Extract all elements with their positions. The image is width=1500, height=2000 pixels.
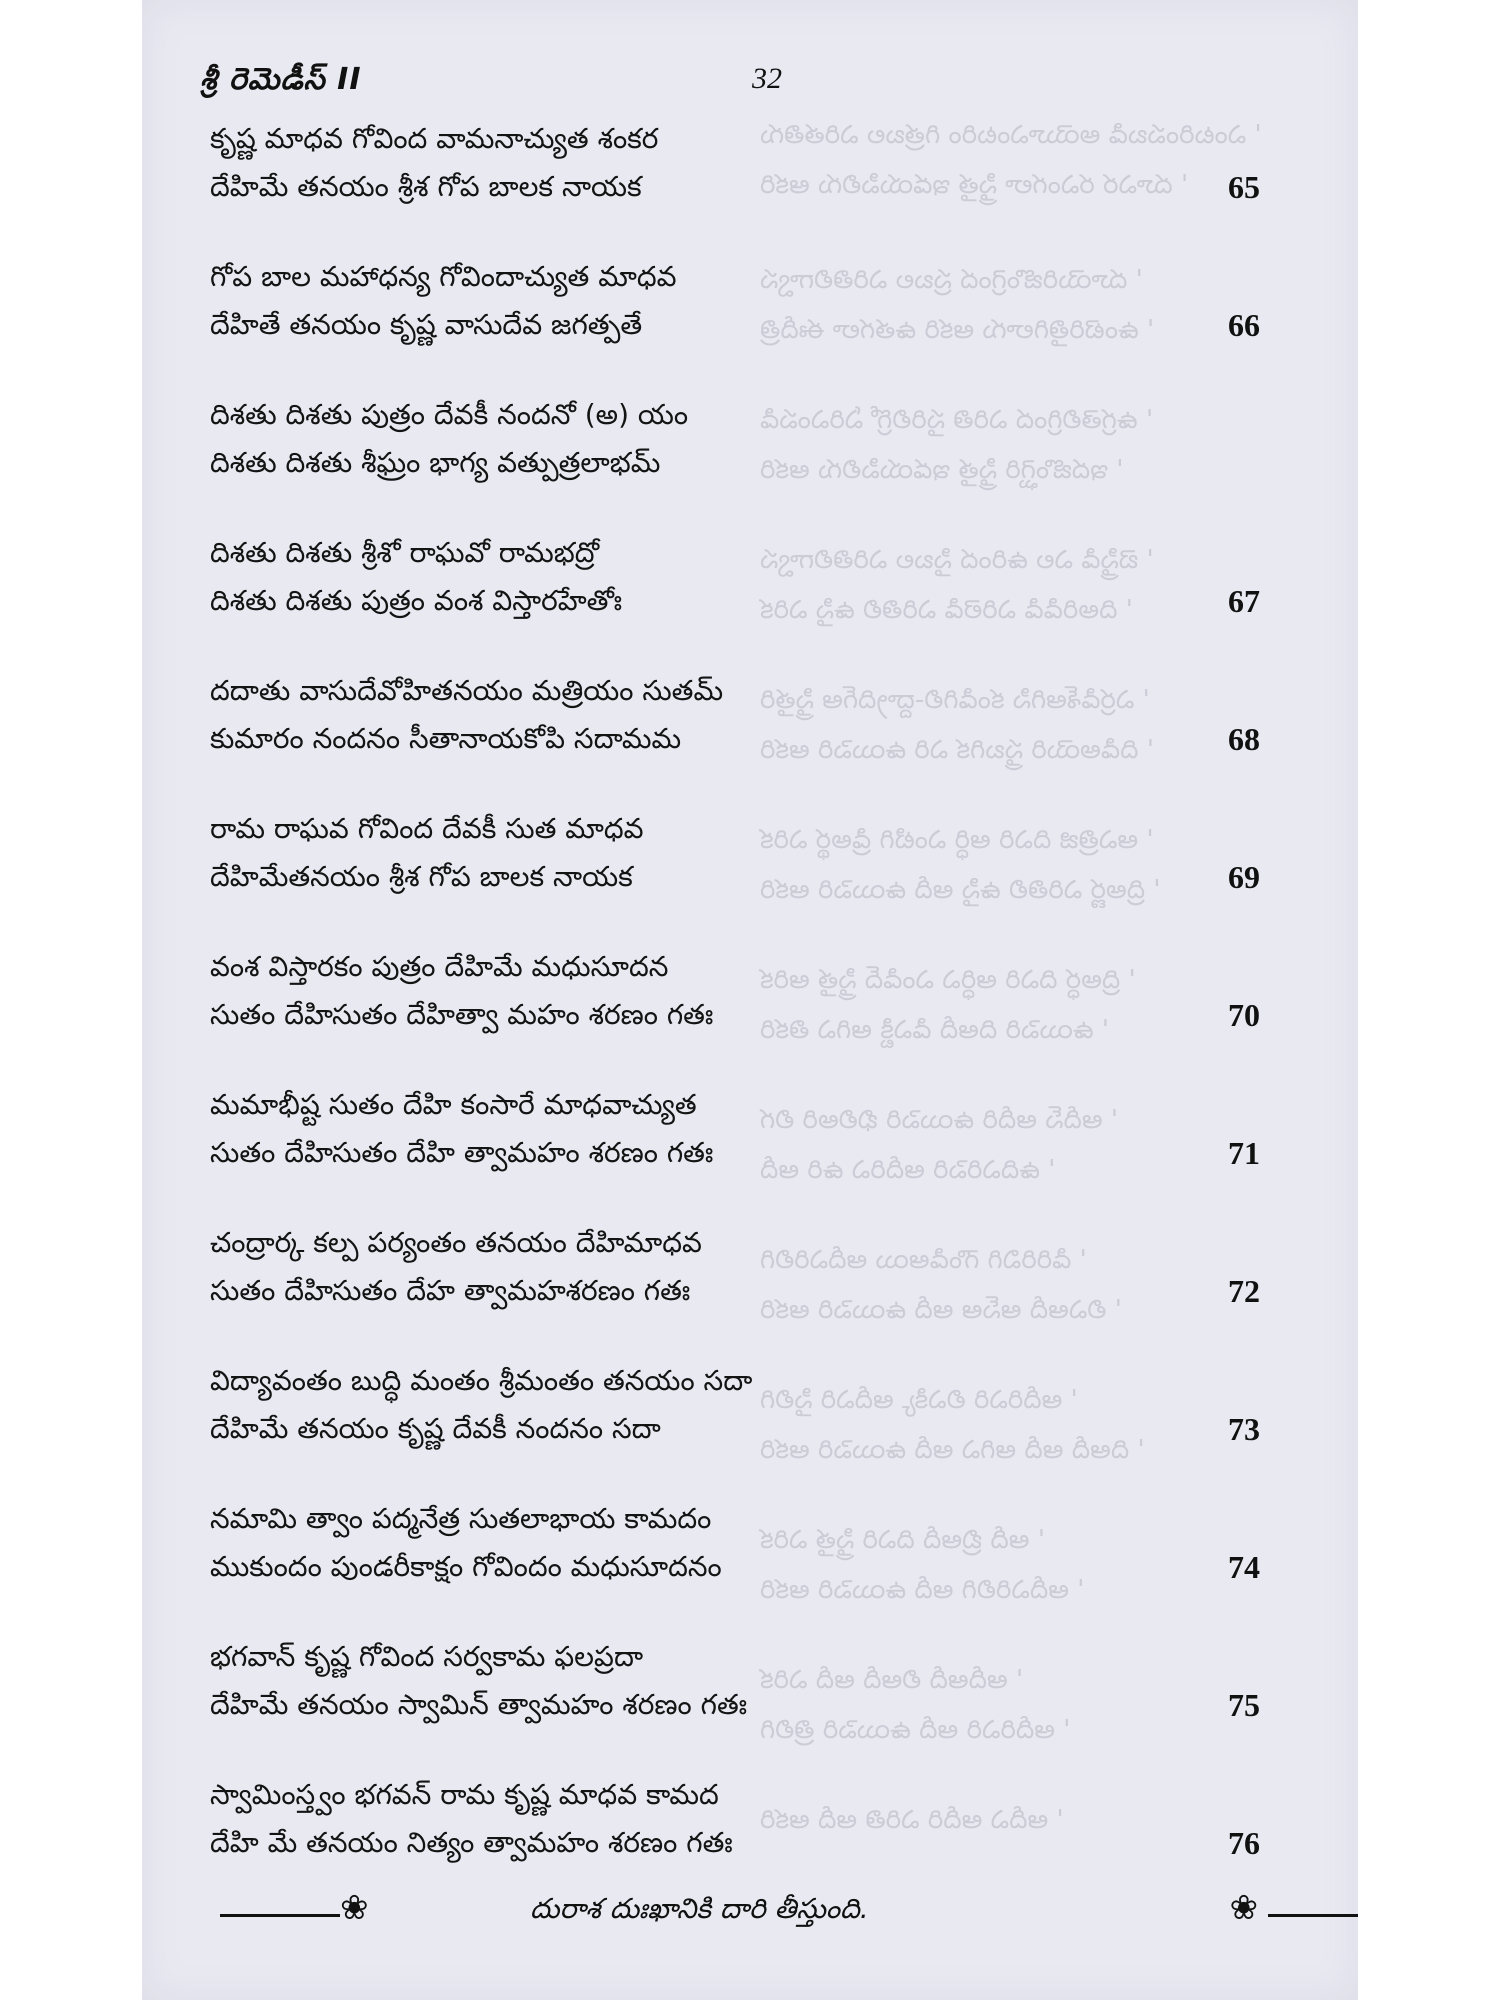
verse-line-2: దేహిమే తనయం స్వామిన్ త్వామహం శరణం గతః xyxy=(210,1688,748,1721)
verse-line-1: రామ రాఘవ గోవింద దేవకీ సుత మాధవ xyxy=(210,812,644,845)
verse-block xyxy=(210,248,1260,386)
page-header xyxy=(200,58,1300,108)
verse-line-1: మమాభీష్ట సుతం దేహి కంసారే మాధవాచ్యుత xyxy=(210,1088,697,1121)
show-through-line: ꞌ ఎర్రడిశ్ఆగిసి కండిగిలి-ద్ద్రాదిగ్ఆ స్త్రిత్తరి xyxy=(760,685,1150,715)
verse-line-1: దిశతు దిశతు శ్రీశో రాఘవో రామభద్రో xyxy=(210,536,600,569)
verse-line-1: కృష్ణ మాధవ గోవింద వామనాచ్యుత శంకర xyxy=(210,122,659,155)
verse-block xyxy=(210,1076,1260,1214)
verse-number: 66 xyxy=(1228,307,1260,343)
verse-line-2: దేహిమేతనయం శ్రీశ గోప బాలక నాయక xyxy=(210,860,633,893)
page-number: 32 xyxy=(752,62,782,95)
verse-number: 73 xyxy=(1228,1411,1260,1447)
verse-line-1: దిశతు దిశతు పుత్రం దేవకీ నందనో (అ) యం xyxy=(210,398,689,431)
verse-number: 69 xyxy=(1228,859,1260,895)
verse-block xyxy=(210,938,1260,1076)
verse-number xyxy=(1180,442,1260,484)
verse-number: 65 xyxy=(1228,169,1260,205)
show-through-line: ꞌ ఎంటరింపబడి అయెూఎంటరిం గిత్రబల ఎరితతిగు xyxy=(760,120,1262,150)
verse-line-2: సుతం దేహిసుతం దేహ త్వామహశరణం గతః xyxy=(210,1274,691,1307)
verse-line-1: గోప బాల మహాధన్య గోవిందాచ్యుత మాధవ xyxy=(210,260,677,293)
verse-line-2: దేహిమే తనయం కృష్ణ దేవకీ నందనం సదా xyxy=(210,1412,661,1445)
show-through-line: ꞌ దిఅరిడిడి ఎరిలెడి ఎరితిలి ఉస్తి ఎరిక xyxy=(760,595,1133,625)
verse-number: 74 xyxy=(1228,1549,1260,1585)
show-through-line: ꞌ ఆదీరిఎరి ఆదీ ఉయిపెరి త్రిలిగి xyxy=(760,1715,1071,1745)
show-through-line: ꞌ ఉయిపెరి దిఆదీ డిఎక్టి ఆగిఎ తికరి xyxy=(760,1015,1110,1045)
verse-line-1: నమామి త్వాం పద్మనేత్ర సుతలాభాయ కామదం xyxy=(210,1502,712,1535)
verse-line-2: దిశతు దిశతు శీఘ్రం భాగ్య వత్పుత్రలాభమ్ xyxy=(210,446,661,479)
show-through-line: ꞌ ద్రిఅర్ధ దిఎరి ఆర్ధిఎ ఎండిద్ స్త్రిత్త ఆరిక xyxy=(760,965,1136,995)
verse-line-1: స్వామింస్త్వం భగవన్ రామ కృష్ణ మాధవ కామద xyxy=(210,1778,719,1811)
verse-line-2: ముకుందం పుండరీకాక్షం గోవిందం మధుసూదనం xyxy=(210,1550,722,1583)
show-through-line: ꞌ ఉదిఎరిపెరి ఆదీరిఎ ఉరి ఆదీ xyxy=(760,1155,1056,1185)
show-through-line: ꞌ ఆదీఆదీ లిఆదీ ఆదీ ఎరిక xyxy=(760,1665,1024,1695)
rose-ornament-icon: ❀ xyxy=(340,1888,369,1928)
verse-line-1: దదాతు వాసుదేవోహితనయం మత్రియం సుతమ్ xyxy=(210,674,724,707)
show-through-line: ꞌ దూఎర రఎంగలా స్త్రిత్త ఇడయపిలిగు ఆకరి xyxy=(760,170,1189,200)
verse-number: 75 xyxy=(1228,1687,1260,1723)
verse-block xyxy=(210,386,1260,524)
footer-rule-left xyxy=(220,1914,340,1917)
footer-rule-right xyxy=(1268,1914,1358,1917)
show-through-line: ꞌ లిఎఆదీ ఆస్ఆ ఆదీ ఉయిపెరి ఆకరి xyxy=(760,1295,1122,1325)
book-title: శ్రీ రెమెడీస్ II xyxy=(200,62,362,97)
verse-line-1: వంశ విస్తారకం పుత్రం దేహిమే మధుసూదన xyxy=(210,950,669,983)
rose-ornament-icon: ❀ xyxy=(1229,1888,1258,1928)
verse-block xyxy=(210,662,1260,800)
verse-line-2: దేహిమే తనయం శ్రీశ గోప బాలక నాయక xyxy=(210,170,642,203)
show-through-line: ꞌ డిరిరివిగి గౌండిఆయి ఆదీఎరిలిగి xyxy=(760,1245,1087,1275)
show-through-line: ꞌ ఆదీఎరిలిగి ఆదీ ఉయిపెరి ఆకరి xyxy=(760,1575,1085,1605)
show-through-line: ꞌ ఉగ్రతెలిగ్రింద ఎరితి స్తరిలిగ్రో ఏరిఎంపడి xyxy=(760,405,1154,435)
verse-number: 68 xyxy=(1228,721,1260,757)
show-through-line: ꞌ ఆఎత్రిజి దిఎరి ఆర్ధి ఎంటిగి డ్రిఅర్థ ఎరిక xyxy=(760,825,1154,855)
verse-line-2: దేహితే తనయం కృష్ణ వాసుదేవ జగత్పతే xyxy=(210,308,643,341)
verse-block xyxy=(210,800,1260,938)
verse-line-2: సుతం దేహిసుతం దేహి త్వామహం శరణం గతః xyxy=(210,1136,714,1169)
verse-block xyxy=(210,110,1260,248)
verse-line-2: దేహి మే తనయం నిత్యం త్వామహం శరణం గతః xyxy=(210,1826,733,1859)
verse-number: 67 xyxy=(1228,583,1260,619)
show-through-line: ꞌ బెస్త్రిడి ఎల ఉరింద స్తిబల ఎరితిలిగ్వాస xyxy=(760,545,1154,575)
verse-line-2: సుతం దేహిసుతం దేహిత్వా మహం శరణం గతః xyxy=(210,998,714,1031)
show-through-line: ꞌ దూయెరిజొంగ్రెంద స్రబల ఎరితిలిగ్వాస xyxy=(760,265,1143,295)
verse-block xyxy=(210,1628,1260,1766)
verse-number: 70 xyxy=(1228,997,1260,1033)
footer-proverb: దురాశ దుఃఖానికి దారి తీస్తుంది. xyxy=(530,1892,869,1925)
verse-block xyxy=(210,1214,1260,1352)
show-through-line: ꞌ దిడిఅయెరి స్త్రబగిక ఎరి ఉయిపెరి ఆకరి xyxy=(760,735,1154,765)
verse-list xyxy=(210,110,1260,1904)
show-through-line: ꞌ ఆదీరిఎరి లిఎక్కి ఆదీఎరి స్తిలిగి xyxy=(760,1385,1078,1415)
verse-number: 76 xyxy=(1228,1825,1260,1861)
show-through-line: ꞌ ద్రిఅర్ణ ఎరితిలి ఉస్తి ఆదీ ఉయిపెరి ఆకరి xyxy=(760,875,1161,905)
verse-line-1: విద్యావంతం బుద్ధి మంతం శ్రీమంతం తనయం సదా xyxy=(210,1364,753,1397)
verse-number: 72 xyxy=(1228,1273,1260,1309)
verse-block xyxy=(210,1352,1260,1490)
show-through-line: ꞌ ఆదీస్ ఆదీరి ఉయిపెరి భిలిఅరి లిగ xyxy=(760,1105,1118,1135)
page-footer xyxy=(200,1878,1358,1938)
show-through-line: ꞌ ఉంటెరిత్తిగిలాగు ఆకరి ఉతగలా ఈదీత్రి xyxy=(760,315,1155,345)
verse-block xyxy=(210,524,1260,662)
verse-line-1: చంద్రార్క కల్ప పర్యంతం తనయం దేహిమాధవ xyxy=(210,1226,702,1259)
verse-line-2: దిశతు దిశతు పుత్రం వంశ విస్తారహేతోః xyxy=(210,584,623,617)
show-through-line: ꞌ ఇదజొంగ్ఘెరి స్త్రిత్త ఇడయపిలిగు ఆకరి xyxy=(760,455,1124,485)
verse-line-2: కుమారం నందనం సీతానాయకోపి సదామమ xyxy=(210,722,682,755)
show-through-line: ꞌ దిఆదీ ఆదీ ఆగిఎ ఆదీ ఉయిపెరి ఆకరి xyxy=(760,1435,1145,1465)
verse-line-1: భగవాన్ కృష్ణ గోవింద సర్వకామ ఫలప్రదా xyxy=(210,1640,644,1673)
show-through-line: ꞌ ఆదీ బ్రిఆదీ దిఎరి స్త్రిత్త ఎరిక xyxy=(760,1525,1045,1555)
verse-number: 71 xyxy=(1228,1135,1260,1171)
verse-block xyxy=(210,1490,1260,1628)
show-through-line: ꞌ ఆదీఎ ఆదీరి ఎరితి ఆదీ ఆకరి xyxy=(760,1805,1064,1835)
